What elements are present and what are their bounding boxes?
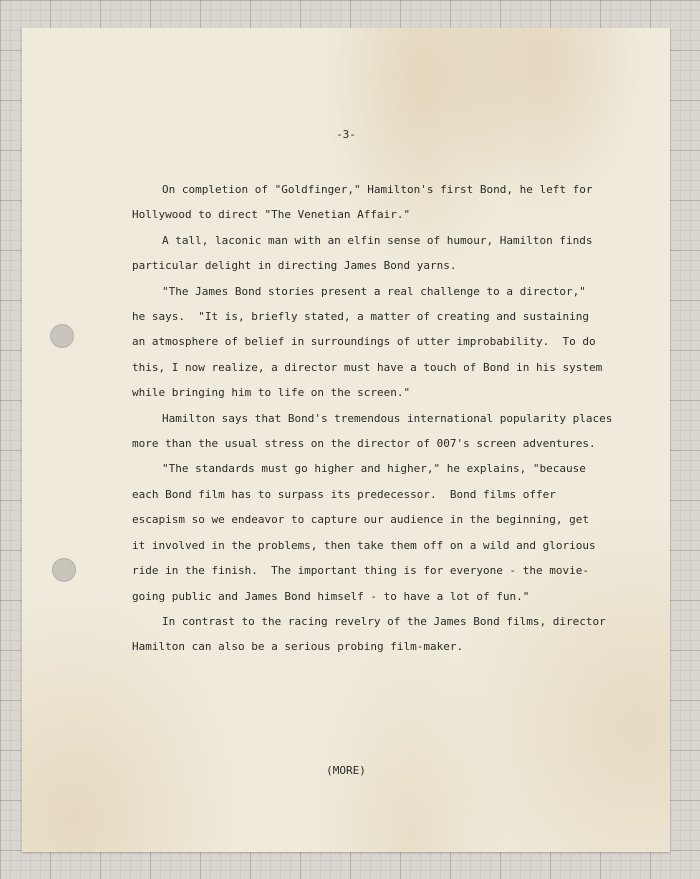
punch-hole (50, 324, 74, 348)
text-line: "The standards must go higher and higher," he explains, "because (162, 462, 586, 476)
text-line: he says. "It is, briefly stated, a matter of creating and sustaining (132, 310, 589, 324)
text-line: more than the usual stress on the director of 007's screen adventures. (132, 437, 596, 451)
paragraph (132, 609, 606, 660)
text-line: each Bond film has to surpass its predecessor. Bond films offer (132, 487, 556, 501)
text-line: while bringing him to life on the screen." (132, 386, 411, 400)
text-line: this, I now realize, a director must have a touch of Bond in his system (132, 360, 603, 374)
document-page (22, 28, 670, 852)
text-line: escapism so we endeavor to capture our audience in the beginning, get (132, 513, 589, 527)
text-line: Hamilton can also be a serious probing film-maker. (132, 640, 464, 654)
more-footer: (MORE) (326, 764, 366, 777)
page-number: -3- (336, 128, 356, 141)
text-line: On completion of "Goldfinger," Hamilton's first Bond, he left for (162, 183, 593, 196)
paragraph (132, 279, 602, 406)
text-line: Hamilton says that Bond's tremendous international popularity places (162, 411, 613, 425)
paragraph (132, 228, 602, 279)
text-line: A tall, laconic man with an elfin sense of humour, Hamilton finds (162, 233, 593, 247)
body-text (132, 177, 613, 660)
text-line: an atmosphere of belief in surroundings of utter improbability. To do (132, 335, 596, 349)
text-line: particular delight in directing James Bond yarns. (132, 259, 457, 273)
text-line: going public and James Bond himself - to have a lot of fun." (132, 589, 530, 603)
text-line: "The James Bond stories present a real challenge to a director," (162, 284, 586, 298)
paragraph (132, 456, 602, 608)
text-line: In contrast to the racing revelry of the James Bond films, director (162, 614, 606, 628)
text-line: ride in the finish. The important thing is for everyone - the movie- (132, 564, 589, 578)
paragraph (132, 406, 613, 457)
text-line: Hollywood to direct "The Venetian Affair." (132, 208, 411, 222)
punch-hole (52, 558, 76, 582)
text-line: it involved in the problems, then take them off on a wild and glorious (132, 538, 596, 552)
paragraph (132, 177, 602, 228)
